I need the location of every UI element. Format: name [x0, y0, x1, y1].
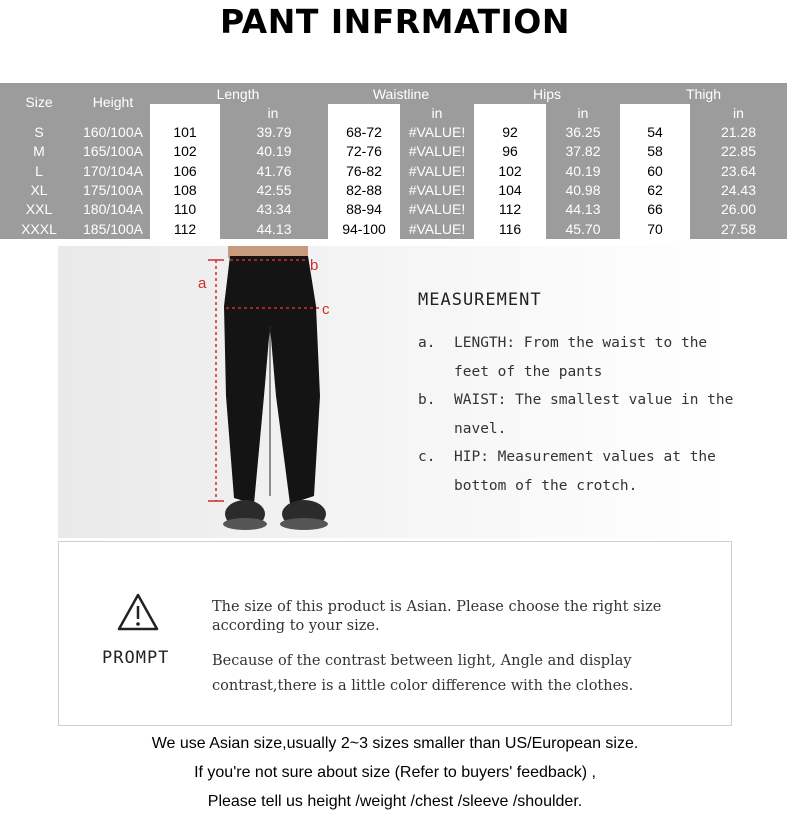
cell-thigh-in: 24.43 — [720, 181, 757, 198]
cell-hip-cm: 96 — [502, 143, 518, 160]
cell-height: 175/100A — [83, 181, 143, 198]
prompt-text-1: The size of this product is Asian. Please choose the right size according to your size. — [212, 599, 662, 634]
prompt-box — [58, 541, 732, 726]
label-b: b — [310, 257, 319, 274]
cell-hip-in: 45.70 — [565, 220, 601, 237]
cell-hip-in: 40.19 — [565, 162, 601, 179]
cell-waist-in: #VALUE! — [408, 143, 466, 160]
cell-len-cm: 106 — [173, 162, 197, 179]
cell-size: XXL — [25, 201, 53, 218]
header-thigh: Thigh — [685, 86, 722, 102]
cell-size: XL — [30, 181, 48, 198]
unit-waist-in: in — [431, 105, 443, 121]
cell-len-cm: 112 — [173, 220, 197, 237]
cell-len-in: 39.79 — [256, 124, 292, 140]
cell-size: S — [34, 124, 44, 140]
header-height: Height — [92, 94, 134, 110]
cell-hip-in: 37.82 — [565, 143, 601, 160]
header-waistline: Waistline — [372, 86, 430, 102]
prompt-text-2: Because of the contrast between light, Angle and display contrast,there is a little color difference with the clothes. — [212, 653, 634, 694]
pants-shape — [224, 256, 320, 504]
cell-thigh-cm: 70 — [647, 220, 663, 237]
unit-thigh-in: in — [733, 105, 744, 121]
cell-waist-cm: 88-94 — [346, 201, 382, 218]
cell-height: 180/104A — [83, 201, 143, 218]
cell-waist-in: #VALUE! — [408, 124, 466, 140]
cell-len-in: 44.13 — [256, 220, 292, 237]
cell-thigh-cm: 60 — [647, 162, 663, 179]
cell-hip-in: 40.98 — [565, 181, 601, 198]
warning-icon — [116, 592, 160, 632]
cell-waist-in: #VALUE! — [408, 162, 466, 179]
cell-len-cm: 101 — [173, 124, 197, 140]
cell-thigh-in: 27.58 — [720, 220, 757, 237]
header-hips: Hips — [532, 86, 561, 102]
cell-thigh-cm: 58 — [647, 143, 663, 160]
prompt-label: PROMPT — [102, 648, 170, 668]
cell-len-in: 42.55 — [256, 181, 292, 198]
measurement-item-c: c. HIP: Measurement values at the bottom of the crotch. — [418, 449, 716, 494]
cell-hip-in: 44.13 — [565, 201, 601, 218]
unit-len-in: in — [267, 105, 279, 121]
size-table — [0, 83, 787, 239]
measurement-panel — [58, 246, 732, 538]
measurement-item-b: b. WAIST: The smallest value in the navel. — [418, 392, 734, 437]
cell-thigh-cm: 54 — [647, 124, 663, 140]
cell-size: XXXL — [21, 220, 57, 237]
unit-hip-in: in — [577, 105, 589, 121]
cell-waist-in: #VALUE! — [408, 220, 466, 237]
cell-hip-cm: 104 — [498, 181, 522, 198]
cell-height: 160/100A — [83, 124, 143, 140]
cell-len-in: 40.19 — [256, 143, 292, 160]
cell-hip-cm: 116 — [498, 220, 522, 237]
measurement-title: MEASUREMENT — [418, 290, 542, 310]
cell-height: 185/100A — [83, 220, 143, 237]
cell-waist-in: #VALUE! — [408, 201, 466, 218]
cell-waist-cm: 94-100 — [342, 220, 386, 237]
cell-size: L — [35, 162, 43, 179]
footer-line-3: Please tell us height /weight /chest /sleeve /shoulder. — [207, 793, 583, 810]
cell-waist-cm: 82-88 — [346, 181, 382, 198]
cell-height: 170/104A — [83, 162, 143, 179]
cell-thigh-in: 21.28 — [720, 124, 757, 140]
cell-waist-cm: 72-76 — [346, 143, 382, 160]
footer-line-1: We use Asian size,usually 2~3 sizes smaller than US/European size. — [151, 735, 639, 752]
cell-thigh-in: 22.85 — [720, 143, 757, 160]
cell-waist-cm: 76-82 — [346, 162, 382, 179]
cell-thigh-in: 23.64 — [720, 162, 757, 179]
cell-hip-cm: 102 — [498, 162, 522, 179]
header-size: Size — [25, 94, 53, 110]
cell-waist-in: #VALUE! — [408, 181, 466, 198]
cell-hip-cm: 112 — [498, 201, 522, 218]
cell-thigh-cm: 66 — [647, 201, 663, 218]
cell-len-cm: 102 — [173, 143, 197, 160]
label-c: c — [322, 301, 330, 318]
cell-hip-in: 36.25 — [565, 124, 601, 140]
footer-line-2: If you're not sure about size (Refer to buyers' feedback) , — [194, 764, 596, 781]
page-title: PANT INFRMATION — [220, 2, 570, 41]
cell-len-in: 43.34 — [256, 201, 292, 218]
measurement-item-a: a. LENGTH: From the waist to the feet of the pants — [418, 335, 708, 380]
cell-len-cm: 110 — [173, 201, 197, 218]
cell-thigh-in: 26.00 — [720, 201, 757, 218]
cell-waist-cm: 68-72 — [346, 124, 382, 140]
pants-figure — [58, 246, 358, 538]
cell-len-in: 41.76 — [256, 162, 292, 179]
header-length: Length — [216, 86, 260, 102]
label-a: a — [198, 275, 207, 292]
cell-hip-cm: 92 — [502, 124, 518, 140]
cell-len-cm: 108 — [173, 181, 197, 198]
cell-height: 165/100A — [83, 143, 143, 160]
cell-size: M — [33, 143, 45, 160]
cell-thigh-cm: 62 — [647, 181, 663, 198]
